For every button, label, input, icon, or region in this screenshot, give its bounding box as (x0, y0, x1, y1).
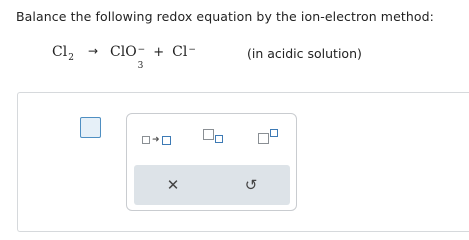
solution-condition: (in acidic solution) (247, 46, 362, 61)
equation-palette (126, 113, 297, 211)
superscript-square-icon (270, 129, 278, 137)
product1-charge: − (137, 45, 146, 55)
palette-action-bar (134, 165, 290, 205)
product2-symbol: Cl (172, 44, 188, 60)
reactant-symbol: Cl (52, 44, 68, 60)
base-square-icon (258, 133, 269, 144)
subscript-square-icon (215, 135, 223, 143)
undo-icon: ↺ (244, 176, 258, 194)
question-instruction: Balance the following redox equation by the ion-electron method: (16, 9, 434, 24)
arrow-icon: ➜ (152, 135, 160, 145)
subscript-tool[interactable] (203, 129, 223, 140)
product2-charge: − (188, 45, 196, 55)
undo-button[interactable] (212, 165, 290, 205)
clear-button[interactable] (134, 165, 212, 205)
redox-equation (52, 44, 196, 71)
answer-input-box[interactable] (80, 117, 101, 138)
product-chlorate (110, 44, 146, 71)
reactant-cl2 (52, 44, 74, 63)
superscript-tool[interactable] (258, 129, 278, 140)
target-square-icon (162, 136, 171, 145)
plus-sign: + (153, 45, 165, 60)
base-square-icon (203, 129, 214, 140)
reaction-arrow: → (87, 44, 98, 58)
placeholder-square-icon (142, 136, 150, 144)
reaction-arrow-tool[interactable] (142, 135, 171, 145)
product-chloride (172, 44, 196, 60)
reactant-subscript: 2 (68, 53, 74, 63)
close-icon: ✕ (166, 176, 180, 194)
product1-symbol: ClO (110, 44, 137, 60)
product1-subscript: 3 (137, 61, 144, 71)
